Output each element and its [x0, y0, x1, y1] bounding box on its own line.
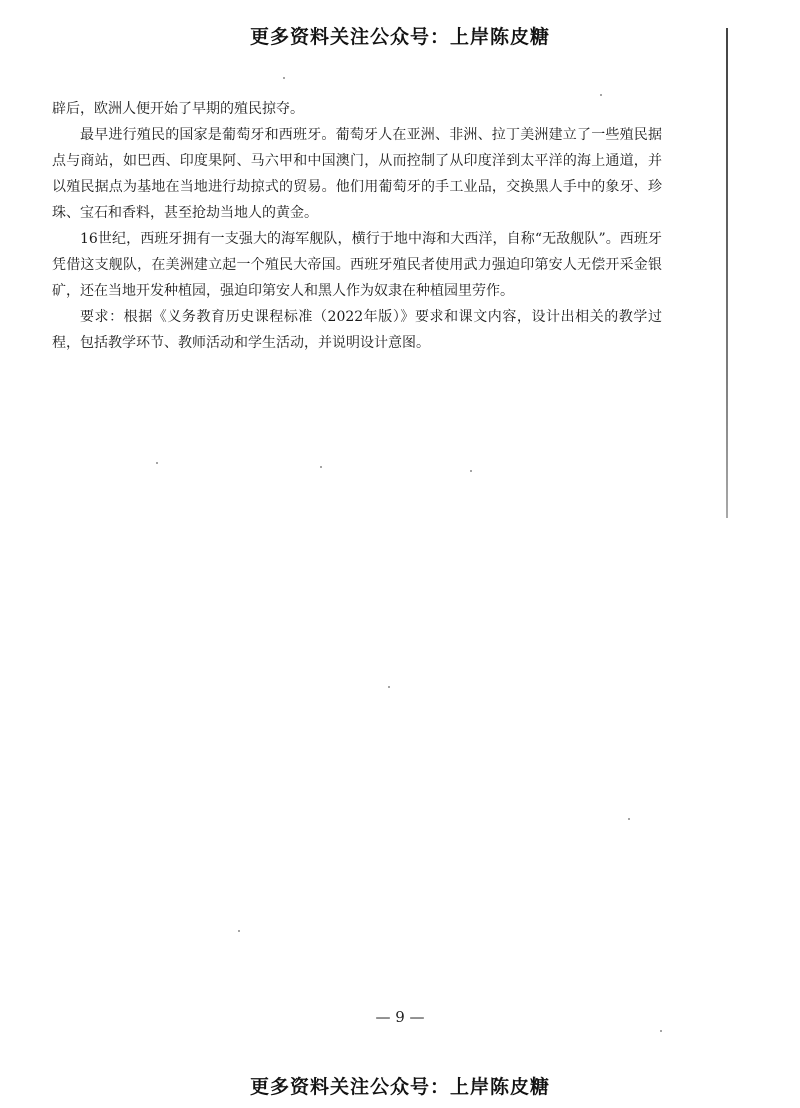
scan-speck [660, 1030, 662, 1032]
scan-speck [320, 466, 322, 468]
scan-speck [283, 77, 285, 79]
scan-speck [238, 930, 240, 932]
watermark-top: 更多资料关注公众号：上岸陈皮糖 [249, 26, 550, 48]
watermark-bottom: 更多资料关注公众号：上岸陈皮糖 [249, 1076, 550, 1098]
paragraph-continuation: 辟后，欧洲人便开始了早期的殖民掠夺。 [52, 101, 304, 117]
paragraph-requirement: 要求：根据《义务教育历史课程标准（2022年版）》要求和课文内容，设计出相关的教学过程，包括教学环节、教师活动和学生活动，并说明设计意图。 [52, 309, 662, 351]
scan-speck [628, 818, 630, 820]
document-body [52, 96, 662, 356]
scan-speck [388, 686, 390, 688]
page-number: — 9 — [375, 1008, 425, 1026]
paragraph-portugal-spain: 最早进行殖民的国家是葡萄牙和西班牙。葡萄牙人在亚洲、非洲、拉丁美洲建立了一些殖民据点与商站，如巴西、印度果阿、马六甲和中国澳门，从而控制了从印度洋到太平洋的海上通道，并以殖民据点为基地在当地进行劫掠式的贸易。他们用葡萄牙的手工业品，交换黑人手中的象牙、珍珠、宝石和香料，甚至抢劫当地人的黄金。 [52, 127, 662, 221]
scan-edge-line [726, 28, 728, 518]
scan-speck [470, 470, 472, 472]
scan-speck [600, 94, 602, 96]
paragraph-spanish-armada: 16世纪，西班牙拥有一支强大的海军舰队，横行于地中海和大西洋，自称“无敌舰队”。西班牙凭借这支舰队，在美洲建立起一个殖民大帝国。西班牙殖民者使用武力强迫印第安人无偿开采金银矿，还在当地开发种植园，强迫印第安人和黑人作为奴隶在种植园里劳作。 [52, 231, 662, 299]
scan-speck [156, 462, 158, 464]
